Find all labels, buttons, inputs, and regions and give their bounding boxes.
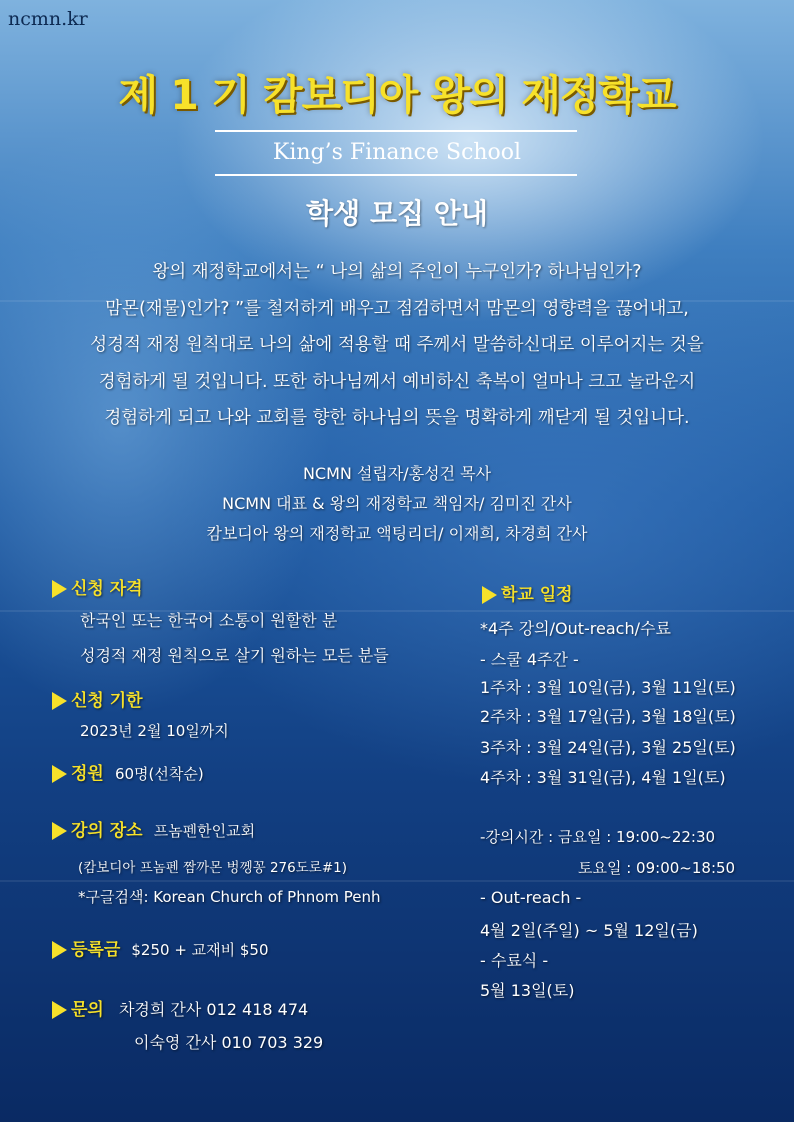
schedule-line: - 스쿨 4주간 - [480,650,579,669]
graduation-date: 5월 13일(토) [480,981,575,1000]
intro-line: 경험하게 될 것입니다. 또한 하나님께서 예비하신 축복이 얼마나 크고 놀라운지 [98,371,696,392]
schedule-line: 1주차 : 3월 10일(금), 3월 11일(토) [480,678,736,697]
class-time-saturday: 토요일 : 09:00~18:50 [578,859,736,877]
contact-row [52,995,308,1020]
triangle-bullet-icon [52,1001,67,1019]
triangle-bullet-icon [52,941,67,959]
english-subtitle: King’s Finance School [272,140,522,165]
fee-heading: 등록금 [71,940,121,960]
venue-row [52,816,255,841]
venue-address: (캄보디아 프놈펜 짬까몬 벙껭꽁 276도로#1) [78,860,347,876]
venue-heading: 강의 장소 [71,821,143,841]
triangle-bullet-icon [52,692,67,710]
deadline-value: 2023년 2월 10일까지 [80,722,229,740]
outreach-date: 4월 2일(주일) ~ 5월 12일(금) [480,921,698,940]
capacity-value: 60명(선착순) [114,765,204,783]
qualification-line: 한국인 또는 한국어 소통이 원할한 분 [80,611,338,630]
venue-search: *구글검색: Korean Church of Phnom Penh [78,888,381,906]
schedule-line: *4주 강의/Out-reach/수료 [480,619,671,638]
leaders-block [0,459,794,549]
recruit-heading: 학생 모집 안내 [306,197,488,230]
contact-heading: 문의 [71,1000,104,1020]
capacity-row [52,759,204,784]
fee-row [52,935,269,960]
fee-value: $250 + 교재비 $50 [131,941,269,959]
triangle-bullet-icon [52,765,67,783]
leader-line: 캄보디아 왕의 재정학교 액팅리더/ 이재희, 차경희 간사 [206,524,588,543]
qualification-heading: 신청 자격 [52,574,143,599]
poster-title: 제 1 기 캄보디아 왕의 재정학교 [118,71,676,119]
intro-line: 성경적 재정 원칙대로 나의 삶에 적용할 때 주께서 말씀하신대로 이루어지는 것을 [90,335,704,355]
schedule-line: 2주차 : 3월 17일(금), 3월 18일(토) [480,707,736,726]
class-time-friday: -강의시간 : 금요일 : 19:00~22:30 [480,828,716,846]
triangle-bullet-icon [52,822,67,840]
intro-line: 왕의 재정학교에서는 “ 나의 삶의 주인이 누구인가? 하나님인가? [152,262,642,282]
schedule-line: 3주차 : 3월 24일(금), 3월 25일(토) [480,738,736,757]
schedule-heading: 학교 일정 [482,580,573,605]
contact-line: 차경희 간사 012 418 474 [118,1000,309,1019]
outreach-label: - Out-reach - [480,888,582,907]
contact-line: 이숙영 간사 010 703 329 [134,1033,324,1052]
triangle-bullet-icon [52,580,67,598]
divider-top [215,130,577,132]
schedule-line: 4주차 : 3월 31일(금), 4월 1일(토) [480,768,726,787]
site-url: ncmn.kr [8,8,88,30]
intro-line: 경험하게 되고 나와 교회를 향한 하나님의 뜻을 명확하게 깨닫게 될 것입니다. [104,408,690,428]
intro-line: 맘몬(재물)인가? ”를 철저하게 배우고 점검하면서 맘몬의 영향력을 끊어내고, [105,298,689,319]
divider-bottom [215,174,577,176]
intro-paragraph [20,254,774,437]
venue-value: 프놈펜한인교회 [153,822,256,840]
graduation-label: - 수료식 - [480,951,549,970]
leader-line: NCMN 설립자/홍성건 목사 [302,464,492,483]
leader-line: NCMN 대표 & 왕의 재정학교 책임자/ 김미진 간사 [222,494,572,513]
qualification-line: 성경적 재정 원칙으로 살기 원하는 모든 분들 [80,646,389,665]
capacity-heading: 정원 [71,764,104,784]
triangle-bullet-icon [482,586,497,604]
deadline-heading: 신청 기한 [52,686,143,711]
